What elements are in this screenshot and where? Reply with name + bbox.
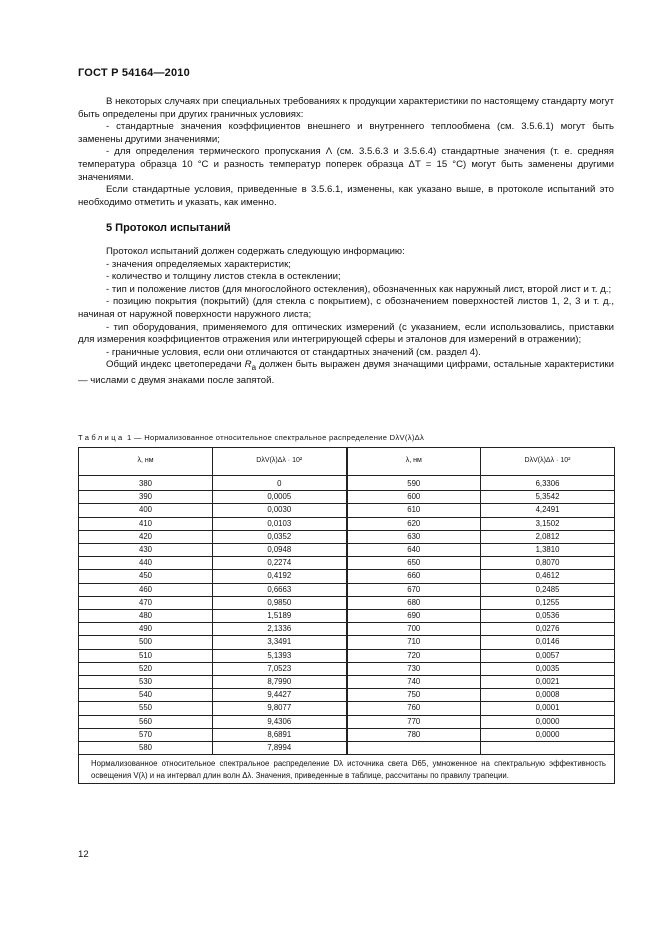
table-row [79,610,615,623]
lambda-cell: 550 [79,702,213,715]
empty-cell [347,742,481,755]
value-cell: 5,1393 [213,649,347,662]
lambda-cell: 590 [347,476,481,491]
section-paragraph: - тип оборудования, применяемого для оптических измерений (с указанием, если использовались, приставки для измерения коэффициентов отражения или интегрирующей сферы и эталонов для измерений в отражении); [78,321,614,346]
table-body [79,476,615,784]
value-cell: 0,0352 [213,530,347,543]
value-cell: 0,0000 [481,715,615,728]
value-cell: 2,1336 [213,623,347,636]
lambda-cell: 780 [347,728,481,741]
table-row [79,742,615,755]
lambda-cell: 650 [347,557,481,570]
lambda-cell: 560 [79,715,213,728]
empty-cell [481,742,615,755]
value-cell: 0,4612 [481,570,615,583]
col-header-value: DλV(λ)Δλ · 10² [481,448,615,476]
section-paragraph: - количество и толщину листов стекла в остеклении; [106,271,341,283]
table-row [79,476,615,491]
lambda-cell: 540 [79,689,213,702]
lambda-cell: 740 [347,676,481,689]
lambda-cell: 710 [347,636,481,649]
value-cell: 0,0021 [481,676,615,689]
value-cell: 0,0001 [481,702,615,715]
intro-paragraph: - стандартные значения коэффициентов внешнего и внутреннего теплообмена (см. 3.5.6.1) могут быть заменены другими значениями; [78,121,614,145]
table-row [79,662,615,675]
value-cell: 5,3542 [481,491,615,504]
lambda-cell: 520 [79,662,213,675]
section-paragraph: Протокол испытаний должен содержать следующую информацию: [106,245,405,257]
value-cell: 0,2274 [213,557,347,570]
value-cell: 1,3810 [481,544,615,557]
table-row [79,570,615,583]
table-row [79,702,615,715]
lambda-cell: 630 [347,530,481,543]
lambda-cell: 690 [347,610,481,623]
table-row [79,557,615,570]
lambda-cell: 450 [79,570,213,583]
value-cell: 0,0030 [213,504,347,517]
lambda-cell: 400 [79,504,213,517]
value-cell: 1,5189 [213,610,347,623]
section-paragraph: - значения определяемых характеристик; [106,258,291,270]
intro-paragraph: Если стандартные условия, приведенные в 3.5.6.1, изменены, как указано выше, в протоколе испытаний это необходимо отметить и указать, как именно. [78,184,614,208]
table-row [79,517,615,530]
value-cell: 8,7990 [213,676,347,689]
value-cell: 0,0000 [481,728,615,741]
table-row [79,530,615,543]
value-cell: 0,0057 [481,649,615,662]
value-cell: 4,2491 [481,504,615,517]
value-cell: 0,0103 [213,517,347,530]
lambda-cell: 430 [79,544,213,557]
section-paragraph: - позицию покрытия (покрытий) (для стекла с покрытием), с обозначением поверхностей листов 1, 2, 3 и т. д., начиная от наружной поверхности наружного листа; [78,296,614,320]
lambda-cell: 500 [79,636,213,649]
value-cell: 9,4306 [213,715,347,728]
table-row [79,623,615,636]
lambda-cell: 640 [347,544,481,557]
value-cell: 0,0008 [481,689,615,702]
col-header-lambda: λ, нм [79,448,213,476]
lambda-cell: 440 [79,557,213,570]
table-row [79,504,615,517]
value-cell: 0,1255 [481,596,615,609]
value-cell: 9,8077 [213,702,347,715]
lambda-cell: 470 [79,596,213,609]
lambda-cell: 700 [347,623,481,636]
document-header: ГОСТ Р 54164—2010 [78,67,190,79]
lambda-cell: 680 [347,596,481,609]
body-text [78,96,614,387]
value-cell: 0,8070 [481,557,615,570]
value-cell: 6,3306 [481,476,615,491]
table-row [79,583,615,596]
value-cell: 0,2485 [481,583,615,596]
value-cell: 0 [213,476,347,491]
value-cell: 0,0005 [213,491,347,504]
lambda-cell: 570 [79,728,213,741]
value-cell: 7,8994 [213,742,347,755]
spectral-table [78,447,615,784]
lambda-cell: 620 [347,517,481,530]
lambda-cell: 600 [347,491,481,504]
value-cell: 0,6663 [213,583,347,596]
table-header-row [79,448,615,476]
section-paragraph: - тип и положение листов (для многослойного остекления), обозначенных как наружный лист, второй лист и т. д.; [106,283,612,295]
lambda-cell: 390 [79,491,213,504]
lambda-cell: 660 [347,570,481,583]
table-note-row [79,755,615,784]
value-cell: 9,4427 [213,689,347,702]
lambda-cell: 670 [347,583,481,596]
table-row [79,636,615,649]
value-cell: 0,0948 [213,544,347,557]
lambda-cell: 490 [79,623,213,636]
table-row [79,491,615,504]
table-row [79,596,615,609]
lambda-cell: 380 [79,476,213,491]
table-row [79,728,615,741]
value-cell: 8,6891 [213,728,347,741]
ra-paragraph: Общий индекс цветопередачи $R_a$ должен быть выражен двумя значащими цифрами, остальные характеристики — числами с двумя знаками после запятой. [78,359,614,386]
lambda-cell: 730 [347,662,481,675]
col-header-lambda: λ, нм [347,448,481,476]
lambda-cell: 720 [347,649,481,662]
table-note: Нормализованное относительное спектральное распределение Dλ источника света D65, умноженное на спектральную эффективность освещения V(λ) и на интервал длин волн Δλ. Значения, приведенные в таблице, рассчитаны по правилу трапеции. [79,755,615,784]
table-row [79,715,615,728]
lambda-cell: 750 [347,689,481,702]
value-cell: 0,9850 [213,596,347,609]
section-paragraph: - граничные условия, если они отличаются от стандартных значений (см. раздел 4). [106,346,481,358]
section-heading: 5 Протокол испытаний [106,222,231,235]
value-cell: 0,4192 [213,570,347,583]
table-row [79,544,615,557]
lambda-cell: 610 [347,504,481,517]
lambda-cell: 420 [79,530,213,543]
value-cell: 2,0812 [481,530,615,543]
value-cell: 3,1502 [481,517,615,530]
table-row [79,649,615,662]
value-cell: 0,0146 [481,636,615,649]
table-row [79,676,615,689]
lambda-cell: 580 [79,742,213,755]
lambda-cell: 410 [79,517,213,530]
lambda-cell: 480 [79,610,213,623]
value-cell: 0,0276 [481,623,615,636]
intro-paragraph: - для определения термического пропускания Λ (см. 3.5.6.3 и 3.5.6.4) стандартные значения (т. е. средняя температура образца 10 °С и разность температур поперек образца ΔT = 15 °С) могут быть заменены другими значениями. [78,146,614,183]
intro-paragraph: В некоторых случаях при специальных требованиях к продукции характеристики по настоящему стандарту могут быть определены при других граничных условиях: [78,96,614,120]
col-header-value: DλV(λ)Δλ · 10² [213,448,347,476]
lambda-cell: 510 [79,649,213,662]
table-caption: Таблица 1 — Нормализованное относительное спектральное распределение DλV(λ)Δλ [78,433,425,442]
lambda-cell: 760 [347,702,481,715]
lambda-cell: 530 [79,676,213,689]
table-row [79,689,615,702]
value-cell: 0,0035 [481,662,615,675]
value-cell: 0,0536 [481,610,615,623]
value-cell: 7,0523 [213,662,347,675]
page-number: 12 [78,849,89,860]
lambda-cell: 460 [79,583,213,596]
value-cell: 3,3491 [213,636,347,649]
lambda-cell: 770 [347,715,481,728]
